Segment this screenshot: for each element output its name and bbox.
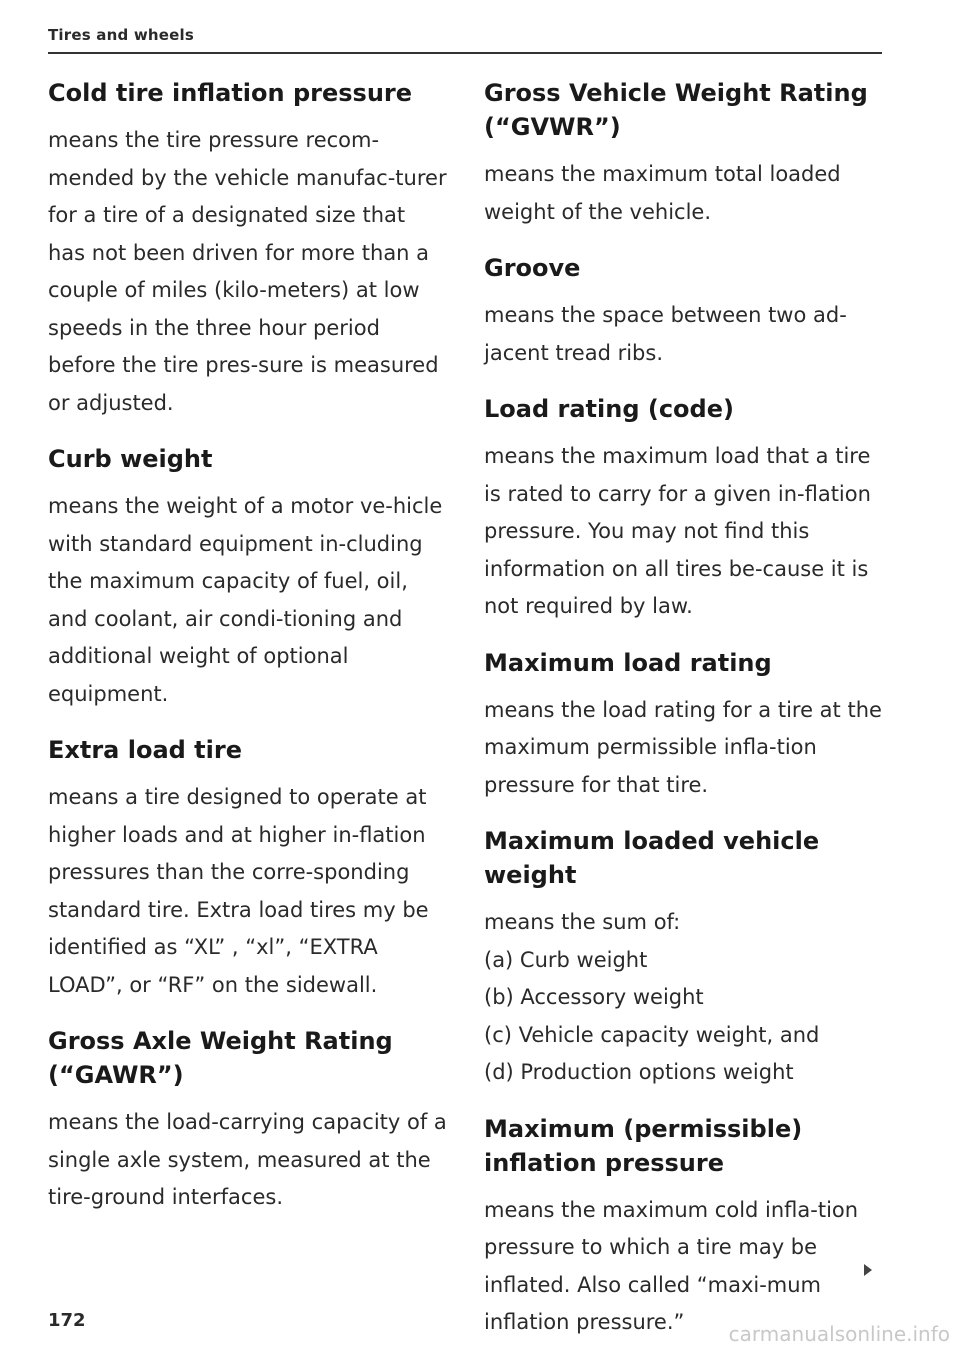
definition-load-rating-code: means the maximum load that a tire is rated to carry for a given in-flation pressure. You may not find this information on all tires be-cause it is not required by law. <box>484 444 871 618</box>
header-divider <box>48 52 882 54</box>
definition-gvwr: means the maximum total loaded weight of the vehicle. <box>484 162 841 224</box>
list-item: (a) Curb weight <box>484 947 648 972</box>
definition-groove: means the space between two ad-jacent tread ribs. <box>484 303 847 365</box>
term-groove: Groove <box>484 254 581 282</box>
term-maximum-loaded-vehicle-weight: Maximum loaded vehicle weight <box>484 827 820 889</box>
term-cold-tire-inflation-pressure: Cold tire inflation pressure <box>48 79 413 107</box>
watermark: carmanualsonline.info <box>728 1322 950 1346</box>
term-curb-weight: Curb weight <box>48 445 213 473</box>
list-item: (b) Accessory weight <box>484 985 704 1009</box>
term-extra-load-tire: Extra load tire <box>48 736 242 764</box>
term-gvwr: Gross Vehicle Weight Rating (“GVWR”) <box>484 79 868 141</box>
sum-list <box>484 942 884 1092</box>
list-item: (d) Production options weight <box>484 1060 794 1084</box>
definition-maximum-loaded-vehicle-weight: means the sum of: <box>484 910 681 934</box>
term-load-rating-code: Load rating (code) <box>484 395 734 423</box>
definition-maximum-load-rating: means the load rating for a tire at the maximum permissible infla-tion pressure for that tire. <box>484 697 882 797</box>
continue-arrow-icon <box>864 1264 872 1276</box>
list-item: (c) Vehicle capacity weight, and <box>484 1022 820 1047</box>
page-number: 172 <box>48 1310 86 1331</box>
definition-cold-tire-inflation-pressure: means the tire pressure recom-mended by the vehicle manufac-turer for a tire of a designated size that has not been driven for more than a couple of miles (kilo-meters) at low speeds in the three hour period before the tire pres-sure is measured or adjusted. <box>48 128 447 415</box>
definition-curb-weight: means the weight of a motor ve-hicle with standard equipment in-cluding the maximum capacity of fuel, oil, and coolant, air condi-tioning and additional weight of optional equipment. <box>48 494 443 706</box>
definition-maximum-permissible-inflation-pressure: means the maximum cold infla-tion pressure to which a tire may be inflated. Also called “maxi-mum inflation pressure.” <box>484 1197 859 1334</box>
definition-extra-load-tire: means a tire designed to operate at higher loads and at higher in-flation pressures than the corre-sponding standard tire. Extra load tires my be identified as “XL” , “xl”, “EXTRA LOAD”, or “RF” on the sidewall. <box>48 785 429 997</box>
term-gawr: Gross Axle Weight Rating (“GAWR”) <box>48 1027 393 1089</box>
section-header: Tires and wheels <box>48 26 195 44</box>
term-maximum-load-rating: Maximum load rating <box>484 648 772 677</box>
right-column <box>484 76 884 1362</box>
definition-gawr: means the load-carrying capacity of a single axle system, measured at the tire-ground interfaces. <box>48 1110 447 1209</box>
left-column <box>48 76 448 1237</box>
term-maximum-permissible-inflation-pressure: Maximum (permissible) inflation pressure <box>484 1114 803 1177</box>
